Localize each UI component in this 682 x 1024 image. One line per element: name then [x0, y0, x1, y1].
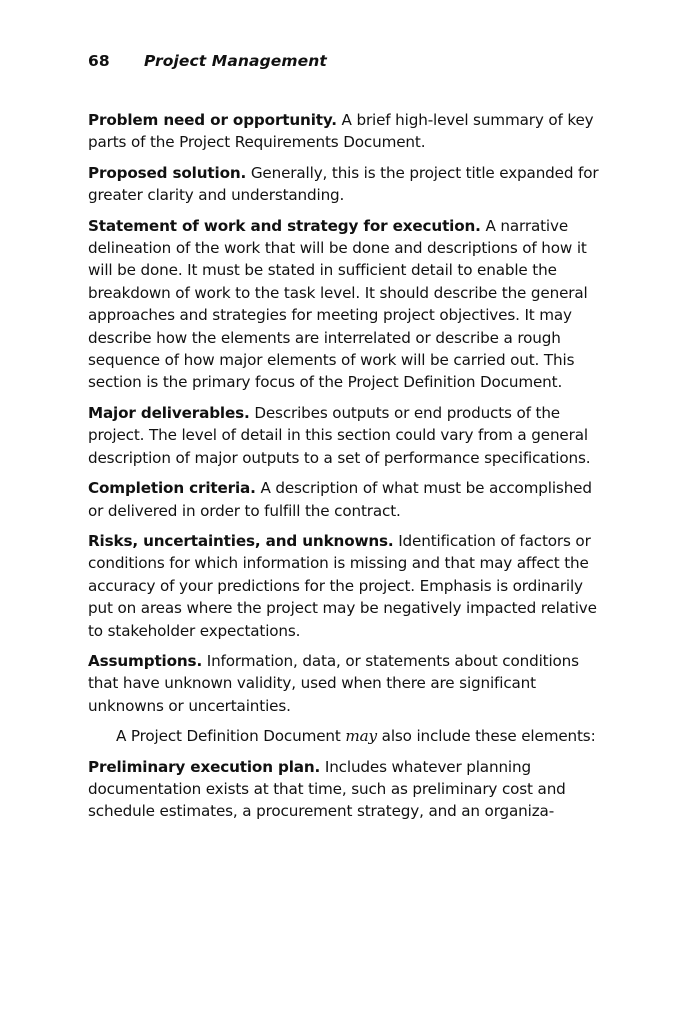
- term-heading: Major deliverables.: [88, 403, 250, 422]
- body-text: [88, 109, 603, 831]
- paragraph-text: A description of what must be accomplished or delivered in order to fulfill the contract.: [88, 479, 592, 520]
- term-heading: Preliminary execution plan.: [88, 757, 321, 776]
- running-header: [88, 52, 327, 70]
- term-heading: Risks, uncertainties, and unknowns.: [88, 531, 394, 550]
- paragraph-text: Identification of factors or conditions for which information is missing and that may affect the accuracy of your predictions for the project. Emphasis is ordinarily put on areas where the project may be negatively impacted relative to stakeholder expectations.: [88, 531, 597, 640]
- paragraph-text: A narrative delineation of the work that will be done and descriptions of how it will be done. It must be stated in sufficient detail to enable the breakdown of work to the task level. It should describe the general approaches and strategies for meeting project objectives. It may describe how the elements are interrelated or describe a rough sequence of how major elements of work will be carried out. This section is the primary focus of the Project Definition Document.: [88, 216, 588, 392]
- paragraph-statement-of-work: [88, 215, 603, 394]
- paragraph-assumptions: [88, 650, 603, 717]
- paragraph-major-deliverables: [88, 402, 603, 469]
- paragraph-text: Generally, this is the project title expanded for greater clarity and understanding.: [88, 163, 599, 205]
- paragraph-transition: [88, 725, 603, 747]
- paragraph-proposed-solution: [88, 162, 603, 207]
- paragraph-risks: [88, 530, 603, 642]
- term-heading: Statement of work and strategy for execution.: [88, 216, 481, 235]
- paragraph-text: A brief high-level summary of key parts of the Project Requirements Document.: [88, 111, 594, 152]
- term-heading: Problem need or opportunity.: [88, 111, 337, 129]
- term-heading: Proposed solution.: [88, 163, 247, 182]
- paragraph-problem-need: [88, 109, 603, 154]
- paragraph-preliminary-execution-plan: [88, 756, 603, 823]
- page-number: 68: [88, 52, 110, 70]
- paragraph-completion-criteria: [88, 477, 603, 522]
- transition-after: also include these elements:: [376, 727, 596, 746]
- term-heading: Assumptions.: [88, 651, 203, 670]
- term-heading: Completion criteria.: [88, 479, 256, 498]
- running-title: Project Management: [144, 52, 327, 70]
- paragraph-text: Information, data, or statements about conditions that have unknown validity, used when there are significant unknowns or uncertainties.: [88, 651, 579, 715]
- transition-emphasis: may: [345, 727, 377, 746]
- transition-before: A Project Definition Document: [116, 727, 346, 746]
- paragraph-text: Includes whatever planning documentation exists at that time, such as preliminary cost and schedule estimates, a procurement strategy, and an organiza-: [88, 757, 566, 821]
- paragraph-text: Describes outputs or end products of the project. The level of detail in this section could vary from a general description of major outputs to a set of performance specifications.: [88, 403, 591, 467]
